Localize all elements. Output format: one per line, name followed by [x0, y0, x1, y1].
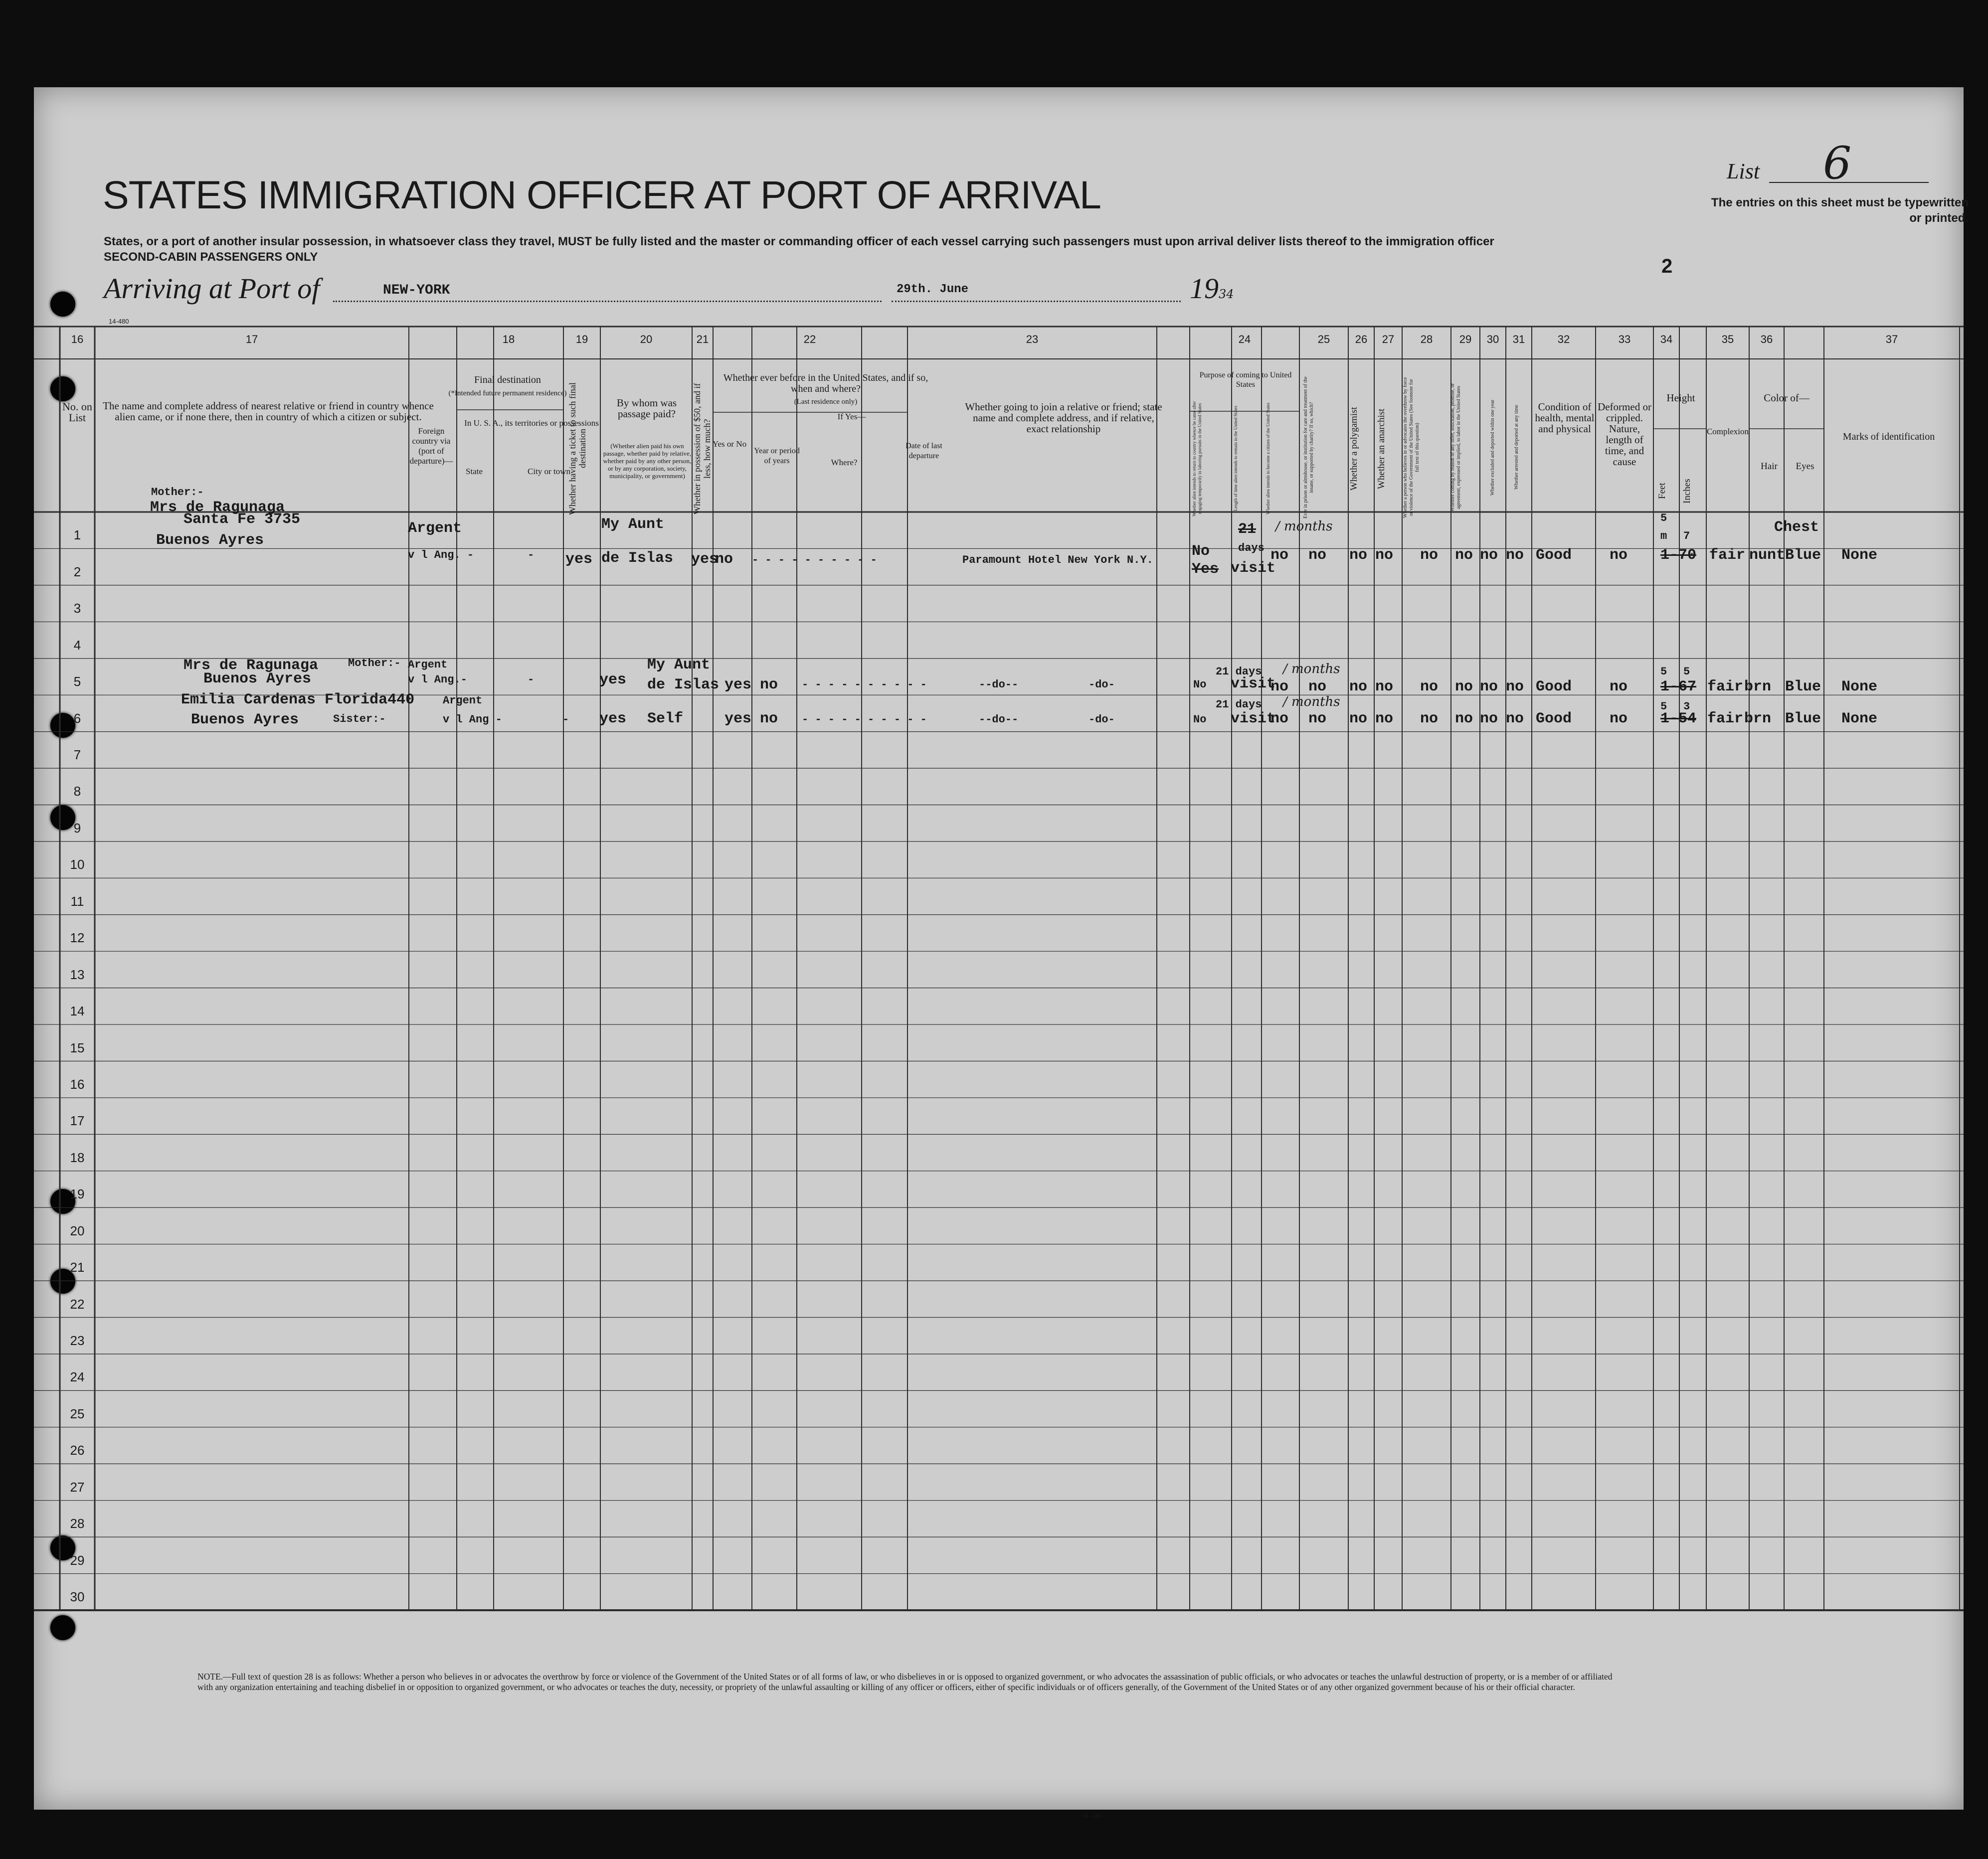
r1-paid-by-b: de Islas — [601, 550, 674, 567]
r3-ticket: yes — [599, 710, 627, 727]
header-marks: Marks of identification — [1842, 431, 1935, 442]
r3-feet: 5 — [1660, 700, 1667, 713]
header-eyes: Eyes — [1796, 461, 1814, 472]
column-number: 32 — [1557, 333, 1570, 345]
column-number: 27 — [1382, 333, 1395, 345]
r3-inches: 3 — [1683, 700, 1690, 713]
header-color: Color of— — [1764, 392, 1809, 404]
r2-been-before: no — [760, 676, 778, 693]
answer-no: no — [1506, 678, 1524, 695]
header-foreign-country: Foreign country via (port of departure)— — [409, 426, 453, 466]
answer-no: no — [1375, 547, 1394, 564]
header-previous-visit: Whether ever before in the United States, and if so, when and where? — [723, 372, 928, 394]
eyes-blue: Blue — [1785, 547, 1821, 564]
header-in-usa: In U. S. A., its territories or possessions — [464, 418, 599, 428]
header-last-departure: Date of last departure — [905, 442, 942, 460]
row-number: 15 — [70, 1040, 85, 1055]
column-number: 36 — [1760, 333, 1773, 345]
header-overthrow: Whether a person who believes in or advocates the overthrow by force or violence of the Government of the United States (See footnote for full text of this question) — [1403, 377, 1420, 518]
row-number: 22 — [70, 1296, 85, 1312]
r1-ticket: yes — [565, 551, 593, 568]
list-number: 6 — [1823, 137, 1852, 189]
row-number: 19 — [70, 1186, 85, 1202]
row-number: 13 — [70, 967, 85, 982]
column-number: 30 — [1486, 333, 1499, 345]
answer-no: no — [1349, 710, 1368, 727]
answer-no: no — [1610, 678, 1628, 695]
answer-no: no — [1610, 547, 1628, 564]
r3-height-struck: 1-54 — [1660, 710, 1697, 727]
row-number: 18 — [70, 1150, 85, 1165]
row-number: 9 — [73, 820, 81, 836]
answer-no: no — [1420, 547, 1439, 564]
r3-length-top: 21 days — [1216, 698, 1262, 711]
answer-no: no — [1308, 710, 1327, 727]
r2-relative-label: Mother:- — [348, 657, 401, 670]
row-number: 14 — [70, 1004, 85, 1019]
header-height: Height — [1666, 392, 1695, 404]
r2-relative-city: Buenos Ayres — [203, 671, 312, 687]
header-passage-paid: By whom was passage paid? — [616, 397, 677, 420]
r1-length-top: 21 — [1238, 521, 1257, 538]
r2-join-relative-b: -do- — [1088, 678, 1115, 691]
r3-relative-label: Sister:- — [333, 713, 386, 725]
row-number: 7 — [73, 747, 81, 763]
answer-no: no — [1480, 710, 1498, 727]
answer-no: no — [1349, 547, 1368, 564]
column-number: 29 — [1459, 333, 1472, 345]
column-number: 17 — [245, 333, 258, 345]
r1-feet: 5 — [1660, 512, 1667, 524]
column-number: 37 — [1885, 333, 1898, 345]
header-purpose: Purpose of coming to United States — [1199, 371, 1292, 389]
answer-no: no — [1480, 547, 1498, 564]
cabin-class-text: SECOND-CABIN PASSENGERS ONLY — [104, 250, 318, 264]
r3-previous-dashes: - - - - - - - - - - — [802, 713, 927, 726]
r1-relative-city: Buenos Ayres — [156, 532, 264, 549]
answer-no: no — [1308, 547, 1327, 564]
arriving-label: Arriving at Port of — [104, 272, 320, 305]
row-number: 1 — [73, 527, 81, 543]
row-number: 8 — [73, 784, 81, 799]
instructions-text: States, or a port of another insular possession, in whatsoever class they travel, MUST be fully listed and the master or commanding officer of each vessel carrying such passengers must upon arrival deliver lists thereof to the immigration officer — [104, 235, 1494, 248]
health-good: Good — [1536, 678, 1572, 695]
row-number: 11 — [70, 893, 84, 909]
header-yes-or-no: Yes or No — [712, 439, 747, 449]
header-no-on-list: No. on List — [62, 400, 92, 424]
header-ticket: Whether having a ticket to such final destination — [567, 382, 587, 515]
header-deformed: Deformed or crippled. Nature, length of time, and cause — [1598, 401, 1651, 468]
row-number: 3 — [73, 601, 81, 616]
r1-purpose-struck: No — [1192, 543, 1210, 560]
r2-paid-by-b: de Islas — [647, 676, 720, 693]
header-feet: Feet — [1657, 483, 1667, 500]
r2-ticket: yes — [599, 672, 627, 688]
column-number: 33 — [1618, 333, 1631, 345]
header-inches: Inches — [1682, 479, 1692, 504]
column-number: 35 — [1721, 333, 1734, 345]
r2-length-top: 21 days — [1216, 666, 1262, 678]
r2-height-struck: 1-67 — [1660, 678, 1697, 695]
r3-join-relative-b: -do- — [1088, 713, 1115, 726]
header-final-destination-sub: (*Intended future permanent residence) — [448, 389, 567, 397]
r1-been-before: no — [715, 551, 733, 568]
column-number: 26 — [1355, 333, 1368, 345]
header-polygamist: Whether a polygamist — [1349, 407, 1359, 491]
r2-purpose-return: No — [1193, 678, 1207, 691]
header-final-destination: Final destination — [474, 374, 541, 385]
r3-dest-country: Argent — [443, 694, 483, 707]
header-if-yes: If Yes— — [837, 412, 866, 421]
answer-no: no — [1455, 710, 1473, 727]
answer-no: no — [1420, 710, 1439, 727]
r1-length-visit: visit — [1231, 560, 1276, 577]
form-code-top: 14-480 — [109, 318, 129, 325]
r1-m: m — [1660, 530, 1667, 542]
column-number: 16 — [71, 333, 84, 345]
column-number: 34 — [1660, 333, 1673, 345]
r3-hair: brn — [1744, 710, 1772, 727]
r2-join-relative: --do-- — [979, 678, 1019, 691]
answer-no: no — [1610, 710, 1628, 727]
header-where: Where? — [831, 458, 858, 467]
row-number: 30 — [70, 1589, 85, 1604]
answer-no: no — [1506, 710, 1524, 727]
row-number: 26 — [70, 1443, 85, 1458]
answer-no: no — [1375, 710, 1394, 727]
footnote-question-28: NOTE.—Full text of question 28 is as follows: Whether a person who believes in or advocates the overthrow by force or violence of the Government of the United States or of all forms of law, or who disbelieves in or is opposed to organized government, or who advocates the assassination of public officials, or who advocates or teaches the unlawful destruction of property, or is a member of or affiliated with any organization entertaining and teaching disbelief in or opposition to organized government, or who advocates or teaches the duty, necessity, or propriety of the unlawful assaulting or killing of any officer or officers, either of specific individuals or of officers generally, of the Government of the United States or of any other organized government because of his or their official character. — [197, 1672, 1613, 1692]
r3-length-handwritten: / months — [1283, 694, 1340, 709]
r2-relative-name: Mrs de Ragunaga — [183, 657, 319, 674]
row-number: 17 — [70, 1113, 85, 1129]
form-code: 14—480 — [1083, 1813, 1102, 1819]
r3-paid-by: Self — [647, 710, 684, 727]
marks-none: None — [1841, 547, 1878, 564]
r3-city: - — [562, 713, 569, 726]
header-state: State — [466, 467, 483, 476]
column-number: 21 — [696, 333, 709, 345]
header-anarchist: Whether an anarchist — [1376, 408, 1387, 489]
header-join-relative: Whether going to join a relative or friend; state name and complete address, and if relative, exact relationship — [965, 401, 1162, 435]
arrival-port: NEW-YORK — [383, 283, 450, 298]
answer-no: no — [1480, 678, 1498, 695]
row-number: 25 — [70, 1406, 85, 1421]
row-number: 16 — [70, 1076, 85, 1092]
header-purpose-return: Whether alien intends to return to country whence he came after engaging temporarily in laboring pursuits in the United States — [1192, 401, 1202, 516]
row-number: 23 — [70, 1333, 85, 1348]
year-prefix: 19 — [1190, 272, 1219, 305]
column-number: 18 — [502, 333, 515, 345]
header-passage-paid-sub: (Whether alien paid his own passage, whether paid by relative, whether paid by any other person, or by any corporation, society, municipality, or government) — [603, 442, 692, 480]
r1-complexion: fair — [1709, 547, 1746, 564]
row-number: 12 — [70, 930, 85, 946]
list-label: List — [1727, 159, 1760, 183]
answer-no: no — [1375, 678, 1394, 695]
r2-money: yes — [724, 676, 752, 693]
r1-hair: nunt — [1749, 547, 1786, 564]
header-complexion: Complexion — [1706, 427, 1749, 436]
r2-city: - — [528, 674, 535, 686]
column-number: 20 — [640, 333, 653, 345]
header-arrested: Whether arrested and deported at any time — [1514, 405, 1519, 490]
health-good: Good — [1536, 710, 1572, 727]
header-money: Whether in possession of $50, and if less, how much? — [692, 383, 712, 514]
r3-dest-via: v l Ang - — [443, 713, 502, 726]
header-hair: Hair — [1761, 461, 1778, 472]
r1-chest: Chest — [1774, 519, 1819, 536]
marks-none: None — [1841, 710, 1878, 727]
answer-no: no — [1270, 547, 1289, 564]
r2-inches: 5 — [1683, 666, 1690, 678]
column-number: 25 — [1317, 333, 1330, 345]
row-number: 24 — [70, 1369, 85, 1385]
r2-dest-via: v l Ang.- — [408, 674, 467, 686]
answer-no: no — [1270, 710, 1289, 727]
r1-purpose-return: Yes — [1192, 561, 1219, 578]
r1-city: - — [528, 549, 535, 561]
header-purpose-length: Length of time alien intends to remain in the United States — [1233, 406, 1238, 511]
header-nearest-relative: The name and complete address of nearest relative or friend in country whence alien came, or if none there, then in country of which a citizen or subject. — [103, 400, 434, 423]
answer-no: no — [1506, 547, 1524, 564]
row-number: 4 — [73, 637, 81, 653]
row-number: 20 — [70, 1223, 85, 1238]
row-number: 28 — [70, 1516, 85, 1531]
r2-paid-by-a: My Aunt — [647, 657, 711, 674]
manifest-sheet — [34, 87, 1969, 1819]
header-prison: Ever in prison or almshouse, or institution for care and treatment of the insane, or supported by charity? If so, which? — [1303, 376, 1314, 518]
row-number: 27 — [70, 1479, 85, 1495]
column-number: 31 — [1512, 333, 1525, 345]
row-number: 5 — [73, 674, 81, 689]
r1-relative-name: Mrs de Ragunaga — [150, 499, 285, 516]
answer-no: no — [1308, 678, 1327, 695]
answer-no: no — [1270, 678, 1289, 695]
column-number: 23 — [1026, 333, 1039, 345]
r2-complexion: fair — [1707, 678, 1744, 695]
r1-join-relative: Paramount Hotel New York N.Y. — [962, 554, 1153, 566]
r2-length-handwritten: / months — [1283, 662, 1340, 676]
row-number: 10 — [70, 857, 85, 872]
r1-inches: 7 — [1683, 530, 1690, 542]
row-number: 21 — [70, 1260, 85, 1275]
r2-feet: 5 — [1660, 666, 1667, 678]
sheet-mark: 2 — [1661, 255, 1673, 277]
r1-relative-address: Santa Fe 3735 — [183, 511, 301, 528]
r3-join-relative: --do-- — [979, 713, 1019, 726]
r3-length-visit: visit — [1231, 710, 1276, 727]
r2-length-visit: visit — [1231, 676, 1276, 692]
r1-relative-label: Mother:- — [151, 486, 204, 499]
r3-been-before: no — [760, 710, 778, 727]
r2-dest-country: Argent — [408, 659, 448, 671]
eyes-blue: Blue — [1785, 678, 1821, 695]
column-number: 24 — [1238, 333, 1251, 345]
column-number: 22 — [803, 333, 816, 345]
year-suffix: 34 — [1219, 287, 1234, 301]
r2-hair: brn — [1744, 678, 1772, 695]
header-purpose-citizen: Whether alien intends to become a citizen of the United States — [1265, 402, 1270, 515]
page-title: STATES IMMIGRATION OFFICER AT PORT OF ARRIVAL — [103, 172, 1101, 217]
r1-previous-dashes: - - - - - - - - - - — [752, 554, 877, 566]
column-number: 19 — [575, 333, 588, 345]
header-period-years: Year or period of years — [754, 447, 800, 465]
header-city: City or town — [528, 467, 570, 476]
r2-previous-dashes: - - - - - - - - - - — [802, 678, 927, 691]
row-number: 29 — [70, 1552, 85, 1568]
typewritten-note: The entries on this sheet must be typewritten or printed. — [1711, 196, 1969, 225]
r3-purpose-return: No — [1193, 713, 1207, 726]
column-number: 28 — [1420, 333, 1433, 345]
header-previous-visit-sub: (Last residence only) — [794, 398, 858, 406]
header-excluded: Whether excluded and deported within one year — [1490, 399, 1495, 496]
r1-money: yes — [691, 551, 719, 568]
r1-length-days: days — [1238, 542, 1265, 554]
arrival-date: 29th. June — [897, 283, 969, 296]
r3-money: yes — [724, 710, 752, 727]
eyes-blue: Blue — [1785, 710, 1821, 727]
r1-dest-via: v l Ang. - — [408, 549, 474, 561]
row-number: 6 — [73, 710, 81, 726]
r1-dest-country: Argent — [408, 520, 462, 537]
row-number: 2 — [73, 564, 81, 579]
answer-no: no — [1349, 678, 1368, 695]
r1-paid-by-a: My Aunt — [601, 516, 665, 533]
r1-height-struck: 1-70 — [1660, 547, 1697, 564]
health-good: Good — [1536, 547, 1572, 564]
header-labor-offer: Whether coming by reason of any offer, solicitation, promise, or agreement, expressed or implied, to labor in the United States — [1450, 383, 1461, 512]
answer-no: no — [1455, 547, 1473, 564]
r3-complexion: fair — [1707, 710, 1744, 727]
marks-none: None — [1841, 678, 1878, 695]
answer-no: no — [1455, 678, 1473, 695]
r3-relative-city: Buenos Ayres — [191, 711, 299, 728]
header-health: Condition of health, mental and physical — [1535, 401, 1595, 435]
r3-relative-name: Emilia Cardenas Florida440 — [181, 691, 415, 708]
r1-length-handwritten: / months — [1275, 519, 1333, 534]
answer-no: no — [1420, 678, 1439, 695]
